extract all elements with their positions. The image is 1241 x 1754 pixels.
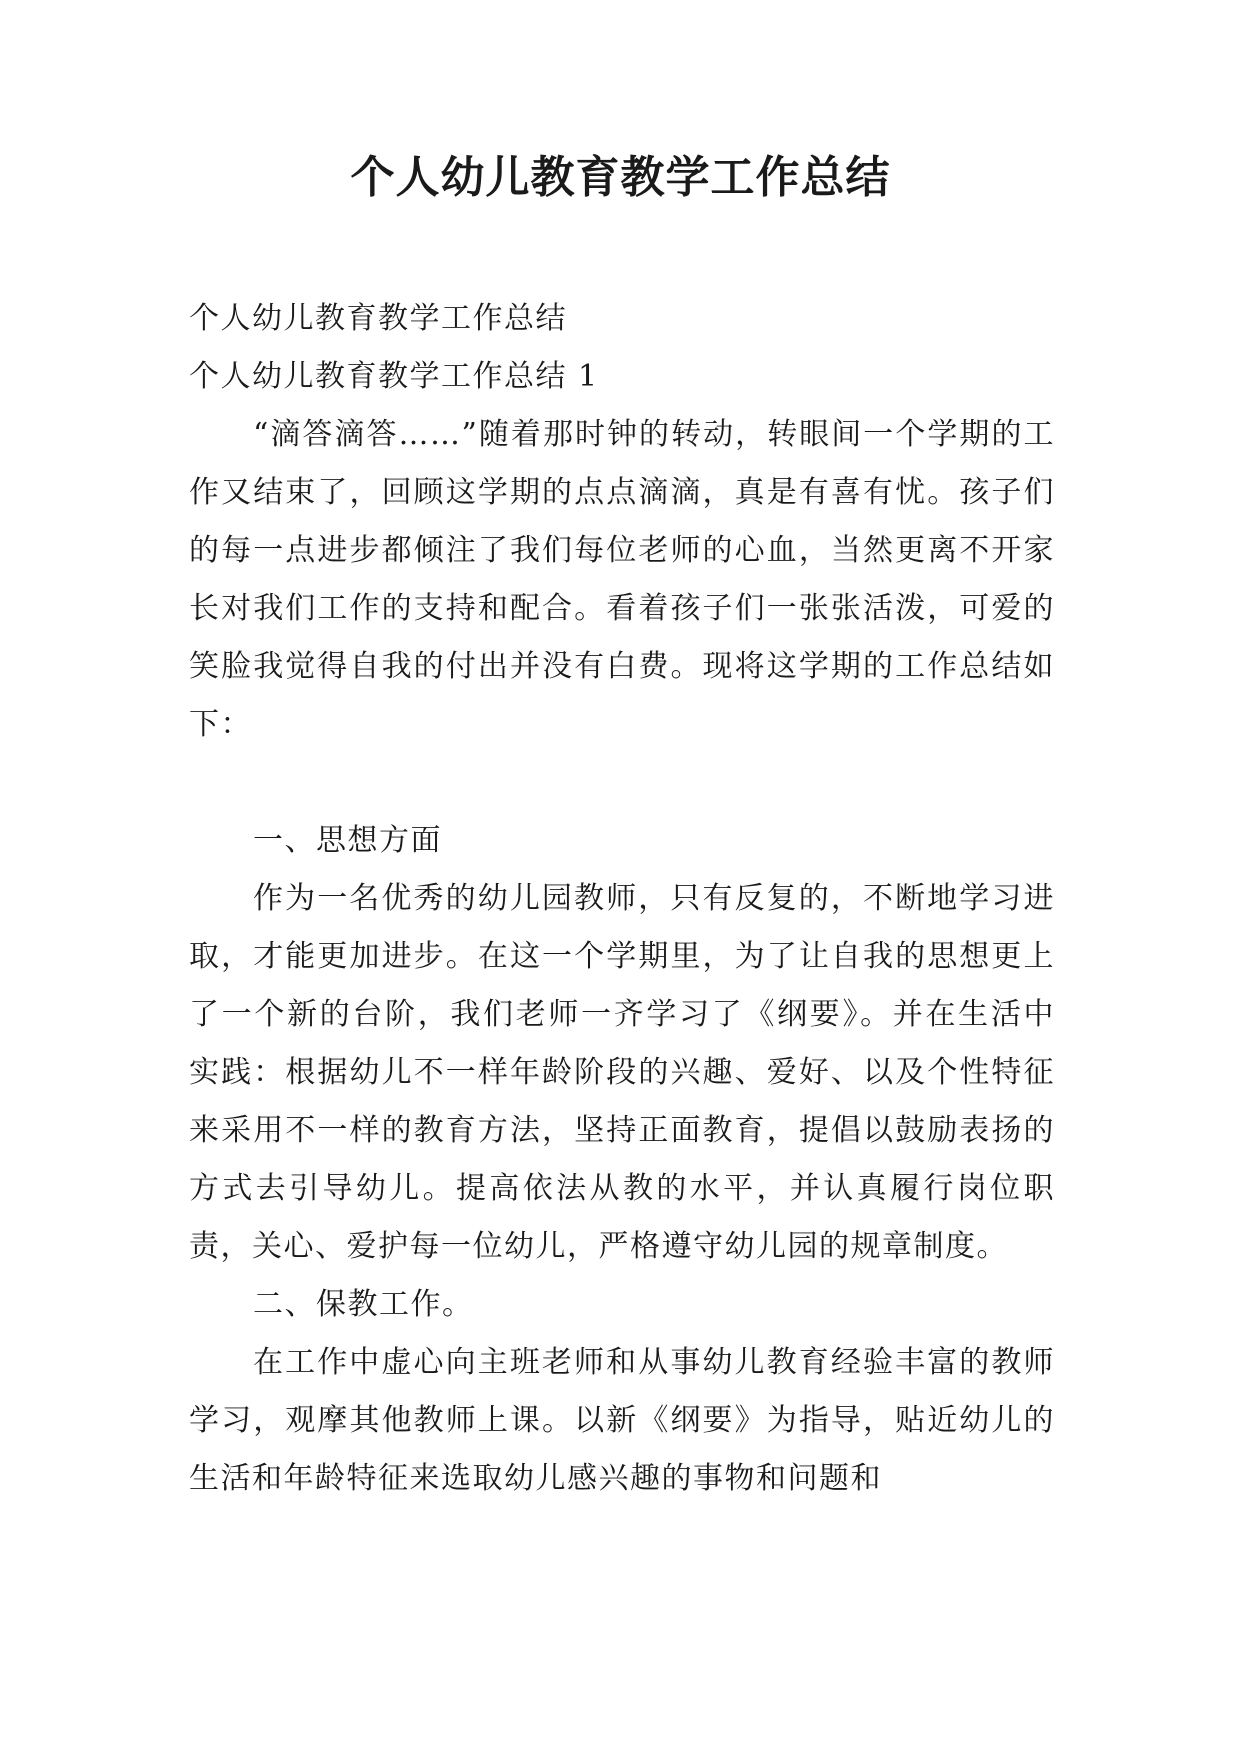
section-title: 个人幼儿教育教学工作总结 1 — [189, 359, 599, 394]
document-subtitle: 个人幼儿教育教学工作总结 — [189, 301, 567, 336]
heading-ideology: 一、思想方面 — [253, 823, 442, 858]
document-title: 个人幼儿教育教学工作总结 — [350, 152, 891, 203]
intro-paragraph: “滴答滴答……”随着那时钟的转动，转眼间一个学期的工作又结束了，回顾这学期的点点滴滴，真是有喜有忧。孩子们的每一点进步都倾注了我们每位老师的心血，当然更离不开家长对我们工作的支持和配合。看着孩子们一张张活泼，可爱的笑脸我觉得自我的付出并没有白费。现将这学期的工作总结如下： — [189, 417, 1055, 742]
document-body — [189, 290, 1055, 1508]
paragraph-gap — [189, 754, 1055, 812]
heading-care-education: 二、保教工作。 — [253, 1287, 474, 1322]
care-education-paragraph: 在工作中虚心向主班老师和从事幼儿教育经验丰富的教师学习，观摩其他教师上课。以新《纲要》为指导，贴近幼儿的生活和年龄特征来选取幼儿感兴趣的事物和问题和 — [189, 1345, 1055, 1496]
ideology-paragraph: 作为一名优秀的幼儿园教师，只有反复的，不断地学习进取，才能更加进步。在这一个学期里，为了让自我的思想更上了一个新的台阶，我们老师一齐学习了《纲要》。并在生活中实践：根据幼儿不一样年龄阶段的兴趣、爱好、以及个性特征来采用不一样的教育方法，坚持正面教育，提倡以鼓励表扬的方式去引导幼儿。提高依法从教的水平，并认真履行岗位职责，关心、爱护每一位幼儿，严格遵守幼儿园的规章制度。 — [189, 881, 1055, 1264]
